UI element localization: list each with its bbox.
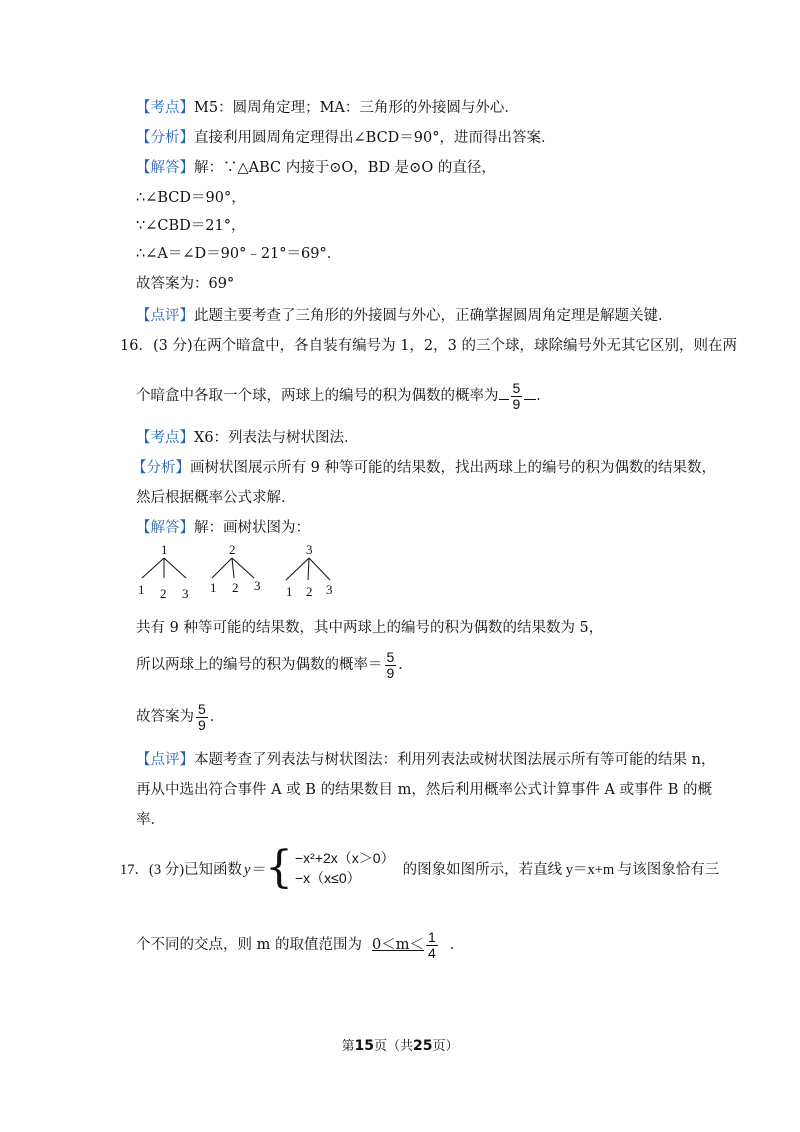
tree-diagram — [130, 540, 370, 602]
fenxi-text: 直接利用圆周角定理得出∠BCD＝90°，进而得出答案． — [194, 130, 556, 146]
footer-prefix: 第 — [341, 1039, 355, 1054]
q16-fenxi-line2: 然后根据概率公式求解． — [136, 490, 296, 506]
jieda-tag: 【解答】 — [136, 520, 194, 536]
period: ． — [449, 937, 465, 953]
q16-answer-fraction — [511, 381, 523, 412]
q16-fenxi — [132, 458, 716, 478]
q16-dianping — [136, 750, 715, 770]
jieda-text: 解：∵△ABC 内接于⊙O，BD 是⊙O 的直径， — [194, 160, 496, 176]
fraction-numerator: 1 — [427, 928, 436, 945]
fenxi-tag: 【分析】 — [132, 460, 190, 476]
page-total: 25 — [413, 1038, 433, 1054]
q15-step3: ∴∠A＝∠D＝90°﹣21°＝69°． — [136, 246, 342, 262]
footer-suffix: 页） — [432, 1039, 459, 1054]
fraction-numerator: 5 — [512, 379, 521, 396]
dianping-tag: 【点评】 — [136, 308, 194, 324]
fraction-denominator: 4 — [427, 944, 436, 961]
prob-text: 所以两球上的编号的积为偶数的概率＝ — [136, 657, 383, 673]
page-number: 15 — [354, 1038, 374, 1054]
fenxi-tag: 【分析】 — [136, 130, 194, 146]
q15-jieda — [136, 158, 496, 178]
q15-dianping — [136, 306, 673, 326]
q16-stem-text: 个暗盒中各取一个球，两球上的编号的积为偶数的概率为 — [136, 388, 499, 404]
q16-blank-right — [524, 399, 536, 400]
case-2: −x（x≤0） — [294, 870, 361, 886]
tree-2 — [210, 542, 261, 595]
q17-answer-text: 0＜m＜ — [371, 937, 424, 953]
tree-3 — [286, 542, 333, 599]
dianping-tag: 【点评】 — [136, 752, 194, 768]
q17-answer — [362, 928, 450, 961]
q17-line2-text: 个不同的交点，则 m 的取值范围为 — [136, 937, 362, 953]
kaodian-tag: 【考点】 — [136, 100, 194, 116]
q17-suffix: 的图象如图所示，若直线 y＝x+m 与该图象恰有三 — [402, 861, 720, 878]
q16-result-line: 共有 9 种等可能的结果数，其中两球上的编号的积为偶数的结果数为 5， — [136, 620, 604, 636]
tree-leaf: 2 — [160, 586, 167, 601]
q17-func-lhs: y＝ — [244, 861, 265, 878]
dianping-text: 本题考查了列表法与树状图法：利用列表法或树状图法展示所有等可能的结果 n， — [194, 752, 716, 768]
answer-fraction — [196, 702, 208, 733]
kaodian-text: X6：列表法与树状图法． — [194, 430, 359, 446]
tree-root: 1 — [161, 542, 168, 557]
fraction-denominator: 9 — [198, 716, 206, 733]
footer-middle: 页（共 — [373, 1039, 413, 1054]
tree-leaf: 3 — [182, 586, 189, 601]
q16-stem-line1: 16．(3 分)在两个暗盒中，各自装有编号为 1，2，3 的三个球，球除编号外无其它区别，则在两 — [120, 338, 737, 354]
q16-kaodian — [136, 428, 359, 448]
q17-stem-line2 — [136, 928, 464, 962]
fraction-numerator: 5 — [198, 700, 206, 717]
q15-fenxi — [136, 128, 556, 148]
fenxi-text: 画树状图展示所有 9 种等可能的结果数，找出两球上的编号的积为偶数的结果数， — [190, 460, 716, 476]
q15-step1: ∴∠BCD＝90°， — [136, 190, 246, 206]
kaodian-tag: 【考点】 — [136, 430, 194, 446]
q16-period: ． — [536, 388, 551, 404]
q16-dianping-line3: 率． — [136, 812, 165, 828]
jieda-tag: 【解答】 — [136, 160, 194, 176]
tree-root: 2 — [229, 542, 236, 557]
q16-prob-line — [136, 648, 413, 682]
tree-leaf: 1 — [138, 582, 145, 597]
q15-step2: ∵∠CBD＝21°， — [136, 218, 246, 234]
q17-prefix: 17．(3 分)已知函数 — [120, 861, 243, 878]
fraction-denominator: 9 — [512, 395, 521, 412]
q16-stem-line2 — [136, 380, 551, 412]
tree-leaf: 3 — [326, 582, 333, 597]
q16-dianping-line2: 再从中选出符合事件 A 或 B 的结果数目 m，然后利用概率公式计算事件 A 或事件 B 的概 — [136, 782, 712, 798]
jieda-text: 解：画树状图为： — [194, 520, 310, 536]
page-footer — [0, 1035, 800, 1054]
tree-1 — [138, 542, 189, 601]
q16-jieda — [136, 518, 310, 538]
q17-answer-fraction — [426, 930, 438, 961]
q16-blank-left — [499, 399, 509, 400]
q15-answer: 故答案为：69° — [136, 276, 235, 292]
fraction-numerator: 5 — [386, 648, 395, 665]
prob-fraction — [385, 650, 397, 681]
period: ． — [398, 657, 413, 673]
fraction-denominator: 9 — [386, 664, 395, 681]
q15-kaodian — [136, 98, 519, 118]
period: ． — [209, 709, 225, 725]
kaodian-text: M5：圆周角定理；MA：三角形的外接圆与外心． — [194, 100, 519, 116]
tree-root: 3 — [306, 542, 313, 557]
tree-leaf: 2 — [232, 580, 239, 595]
brace-icon: { — [264, 842, 293, 893]
answer-text: 故答案为 — [136, 709, 194, 725]
case-1: −x²+2x（x＞0） — [294, 850, 395, 866]
tree-leaf: 2 — [306, 584, 313, 599]
q16-answer-line — [136, 700, 224, 734]
dianping-text: 此题主要考查了三角形的外接圆与外心，正确掌握圆周角定理是解题关键． — [194, 308, 673, 324]
tree-leaf: 3 — [254, 578, 261, 593]
q17-stem-line1 — [120, 842, 720, 893]
piecewise-cases — [295, 848, 395, 888]
tree-leaf: 1 — [286, 584, 293, 599]
tree-leaf: 1 — [210, 580, 217, 595]
